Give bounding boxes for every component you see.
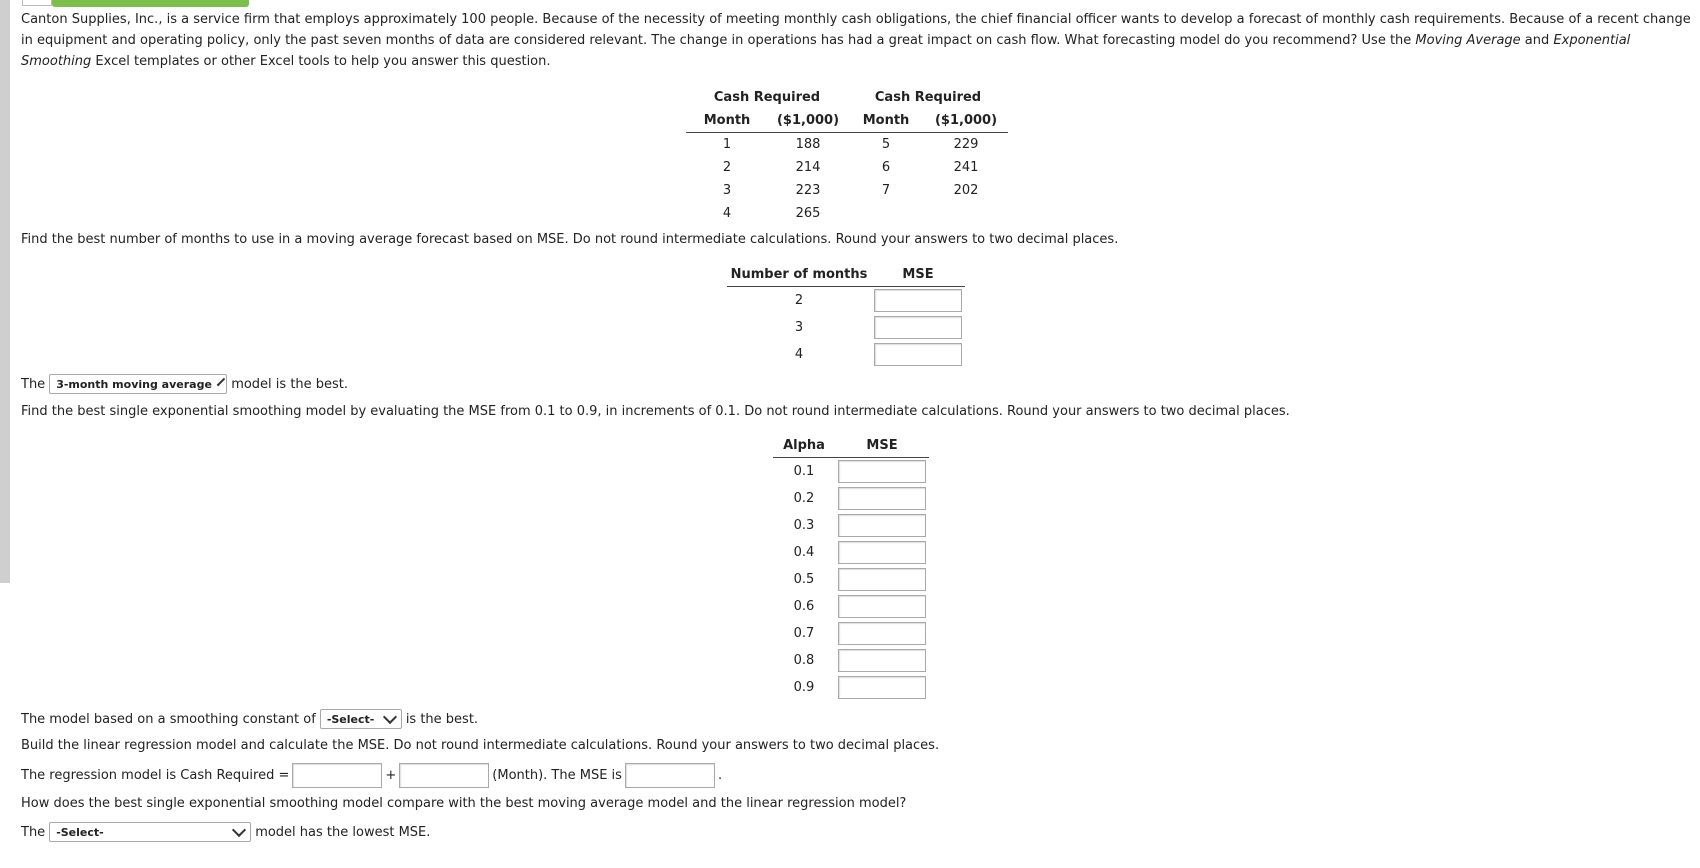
- table-row: 2: [727, 287, 965, 315]
- table-row: 0.6: [773, 593, 929, 620]
- es-mse-input[interactable]: [838, 460, 926, 483]
- es-mse-input[interactable]: [838, 676, 926, 699]
- es-instruction: Find the best single exponential smoothing model by evaluating the MSE from 0.1 to 0.9, in increments of 0.1. Do not round intermediate calculations. Round your answers to two decimal places.: [21, 404, 1290, 419]
- alpha-best-select[interactable]: -Select-: [320, 709, 402, 729]
- es-mse-input[interactable]: [838, 568, 926, 591]
- table-row: 4: [727, 341, 965, 368]
- ma-mse-input-4[interactable]: [874, 343, 962, 366]
- compare-question: How does the best single exponential smoothing model compare with the best moving average model and the linear regression model?: [21, 796, 907, 811]
- cash-data-table: [686, 86, 1008, 225]
- es-best-sentence: The model based on a smoothing constant of -Select- is the best.: [21, 707, 478, 731]
- es-mse-input[interactable]: [838, 595, 926, 618]
- regression-mse-input[interactable]: [625, 763, 715, 788]
- top-tab[interactable]: [22, 0, 52, 6]
- header-cash-right: ($1,000): [924, 109, 1008, 133]
- compare-sentence: The -Select- model has the lowest MSE.: [21, 820, 430, 844]
- left-scrollbar[interactable]: [0, 0, 10, 583]
- es-mse-input[interactable]: [838, 541, 926, 564]
- ma-mse-input-2[interactable]: [874, 289, 962, 312]
- header-month-right: Month: [848, 109, 924, 133]
- table-row: 3: [727, 314, 965, 341]
- top-green-button[interactable]: [52, 0, 249, 7]
- ma-template-name: Moving Average: [1415, 33, 1521, 48]
- header-ma-mse: MSE: [871, 263, 965, 287]
- table-row: 0.8: [773, 647, 929, 674]
- ma-best-select[interactable]: 3-month moving average: [49, 374, 227, 394]
- es-mse-input[interactable]: [838, 649, 926, 672]
- slope-input[interactable]: [399, 763, 489, 788]
- es-mse-input[interactable]: [838, 622, 926, 645]
- table-row: 0.4: [773, 539, 929, 566]
- table-row: 3 223 7 202: [722, 183, 979, 198]
- es-template-name: Exponential Smoothing: [21, 33, 1631, 69]
- regression-instruction: Build the linear regression model and calculate the MSE. Do not round intermediate calculations. Round your answers to two decimal places.: [21, 738, 940, 753]
- table-row: 1 188 5 229: [722, 137, 979, 152]
- ma-mse-input-3[interactable]: [874, 316, 962, 339]
- ma-mse-table: [727, 263, 965, 368]
- header-month-left: Month: [686, 109, 768, 133]
- header-es-mse: MSE: [835, 434, 929, 458]
- table-row: 0.2: [773, 485, 929, 512]
- problem-intro: Canton Supplies, Inc., is a service firm that employs approximately 100 people. Because of the necessity of meeting monthly cash obligations, the chief financial officer wants to develop a forecast of monthly cash requirements. Because of a recent change in equipment and operating policy, only the past seven months of data are considered relevant. The change in operations has had a great impact on cash flow. What forecasting model do you recommend? Use the Moving Average and Exponential Smoothing Excel templates or other Excel tools to help you answer this question.: [21, 12, 1691, 69]
- table-row: 0.9: [773, 674, 929, 701]
- table-row: 0.3: [773, 512, 929, 539]
- es-mse-table: [773, 434, 929, 701]
- header-alpha: Alpha: [773, 434, 835, 458]
- table-row: 0.7: [773, 620, 929, 647]
- es-mse-input[interactable]: [838, 514, 926, 537]
- ma-best-sentence: The 3-month moving average model is the best.: [21, 372, 348, 396]
- regression-sentence: The regression model is Cash Required = + (Month). The MSE is .: [21, 762, 722, 788]
- chevron-down-icon: [217, 378, 225, 386]
- chevron-down-icon: [383, 710, 397, 724]
- header-cash-required-left: Cash Required: [713, 90, 821, 105]
- chevron-down-icon: [232, 823, 246, 837]
- table-row: 2 214 6 241: [722, 160, 979, 175]
- table-row: 0.5: [773, 566, 929, 593]
- ma-instruction: Find the best number of months to use in a moving average forecast based on MSE. Do not round intermediate calculations. Round your answers to two decimal places.: [21, 232, 1119, 247]
- intercept-input[interactable]: [292, 763, 382, 788]
- header-cash-required-right: Cash Required: [874, 90, 982, 105]
- es-mse-input[interactable]: [838, 487, 926, 510]
- header-number-of-months: Number of months: [727, 263, 871, 287]
- table-row: 4 265: [722, 206, 821, 221]
- lowest-mse-select[interactable]: -Select-: [49, 822, 251, 842]
- table-row: 0.1: [773, 458, 929, 486]
- header-cash-left: ($1,000): [768, 109, 848, 133]
